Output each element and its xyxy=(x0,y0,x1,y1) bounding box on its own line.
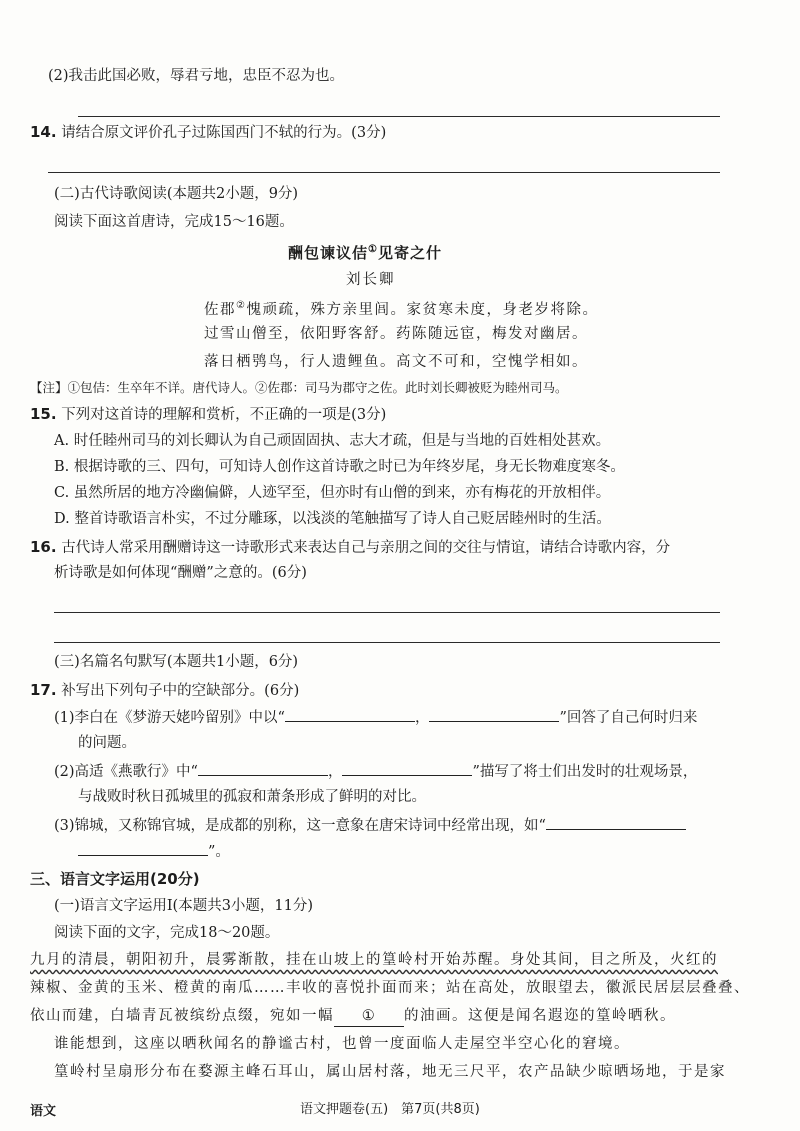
blank-1[interactable]: ① xyxy=(334,1006,404,1027)
poem-line-3: 落日栖鸮鸟，行人遗鲤鱼。高文不可和，空愧学相如。 xyxy=(204,354,588,370)
question-16 xyxy=(30,537,670,558)
question-number: 15. xyxy=(30,405,57,423)
answer-line[interactable] xyxy=(54,612,720,613)
blank[interactable] xyxy=(429,707,559,722)
passage-para-3: 篁岭村呈扇形分布在婺源主峰石耳山，属山居村落，地无三尺平，农产品缺少晾晒场地，于是家 xyxy=(54,1064,726,1080)
answer-line[interactable] xyxy=(48,172,720,173)
question-number: 16. xyxy=(30,538,57,556)
q17-item-2-cont: 与战败时秋日孤城里的孤寂和萧条形成了鲜明的对比。 xyxy=(78,789,426,805)
poem-line-2: 过雪山僧至，依阳野客舒。药陈随远宦，梅发对幽居。 xyxy=(204,326,588,342)
q17-item-3-cont: ”。 xyxy=(78,841,230,862)
q17-item-1: (1)李白在《梦游天姥吟留别》中以“ ， ”回答了自己何时归来 xyxy=(54,707,697,728)
poem-line-1: 佐郡②愧顽疏，殊方亲里闾。家贫寒未度，身老岁将除。 xyxy=(204,300,599,318)
option-c[interactable]: C. 虽然所居的地方冷幽偏僻，人迹罕至，但亦时有山僧的到来，亦有梅花的开放相伴。 xyxy=(54,485,611,501)
passage-line-3: 依山而建，白墙青瓦被缤纷点缀，宛如一幅 ① 的油画。这便是闻名遐迩的篁岭晒秋。 xyxy=(30,1006,676,1027)
passage-line-1: 九月的清晨，朝阳初升，晨雾渐散，挂在山坡上的篁岭村开始苏醒。身处其间，目之所及，火红的 xyxy=(30,952,718,968)
option-b[interactable]: B. 根据诗歌的三、四句，可知诗人创作这首诗歌之时已为年终岁尾，身无长物难度寒冬。 xyxy=(54,459,625,475)
blank[interactable] xyxy=(198,761,328,776)
question-number: 17. xyxy=(30,681,57,699)
passage-para-2: 谁能想到，这座以晒秋闻名的静谧古村，也曾一度面临人走屋空半空心化的窘境。 xyxy=(54,1036,630,1052)
option-a[interactable]: A. 时任睦州司马的刘长卿认为自己顽固固执、志大才疏，但是与当地的百姓相处甚欢。 xyxy=(54,433,611,449)
question-text: 补写出下列句子中的空缺部分。(6分) xyxy=(61,683,300,699)
poem-author: 刘长卿 xyxy=(346,272,396,288)
language-intro: 阅读下面的文字，完成18～20题。 xyxy=(54,925,280,941)
answer-line[interactable] xyxy=(78,116,720,117)
section-language: (一)语言文字运用Ⅰ(本题共3小题，11分) xyxy=(54,898,314,914)
subject-label: 语文 xyxy=(30,1104,57,1119)
passage-line-2: 辣椒、金黄的玉米、橙黄的南瓜……丰收的喜悦扑面而来；站在高处，放眼望去，徽派民居层层叠叠、 xyxy=(30,980,750,996)
question-text: 请结合原文评价孔子过陈国西门不轼的行为。(3分) xyxy=(61,125,387,141)
part-3-heading: 三、语言文字运用(20分) xyxy=(30,870,200,888)
option-d[interactable]: D. 整首诗歌语言朴实，不过分雕琢，以浅淡的笔触描写了诗人自己贬居睦州时的生活。 xyxy=(54,511,611,527)
section-poetry: (二)古代诗歌阅读(本题共2小题，9分) xyxy=(54,186,299,202)
q13-item-2: (2)我击此国必败，辱君亏地，忠臣不忍为也。 xyxy=(48,68,345,84)
poem-title: 酬包谏议佶①见寄之什 xyxy=(288,244,442,262)
question-17 xyxy=(30,680,299,701)
blank[interactable] xyxy=(285,707,415,722)
answer-line[interactable] xyxy=(54,642,720,643)
question-number: 14. xyxy=(30,123,57,141)
question-text: 下列对这首诗的理解和赏析，不正确的一项是(3分) xyxy=(61,407,387,423)
q17-item-3: (3)锦城，又称锦官城，是成都的别称，这一意象在唐宋诗词中经常出现，如“ xyxy=(54,815,686,836)
poetry-intro: 阅读下面这首唐诗，完成15～16题。 xyxy=(54,214,294,230)
question-text: 古代诗人常采用酬赠诗这一诗歌形式来表达自己与亲朋之间的交往与情谊，请结合诗歌内容，分 xyxy=(61,540,671,556)
blank[interactable] xyxy=(342,761,472,776)
question-15 xyxy=(30,404,386,425)
section-dictation: (三)名篇名句默写(本题共1小题，6分) xyxy=(54,654,299,670)
question-16-cont: 析诗歌是如何体现“酬赠”之意的。(6分) xyxy=(54,565,307,581)
q17-item-1-cont: 的问题。 xyxy=(78,735,136,751)
blank[interactable] xyxy=(546,815,686,830)
question-14 xyxy=(30,122,386,143)
blank[interactable] xyxy=(78,841,208,856)
q17-item-2: (2)高适《燕歌行》中“ ， ”描写了将士们出发时的壮观场景， xyxy=(54,761,697,782)
page-footer: 语文押题卷(五) 第7页(共8页) xyxy=(300,1102,480,1117)
poem-note: 【注】①包佶：生卒年不详。唐代诗人。②佐郡：司马为郡守之佐。此时刘长卿被贬为睦州司马。 xyxy=(30,380,568,395)
